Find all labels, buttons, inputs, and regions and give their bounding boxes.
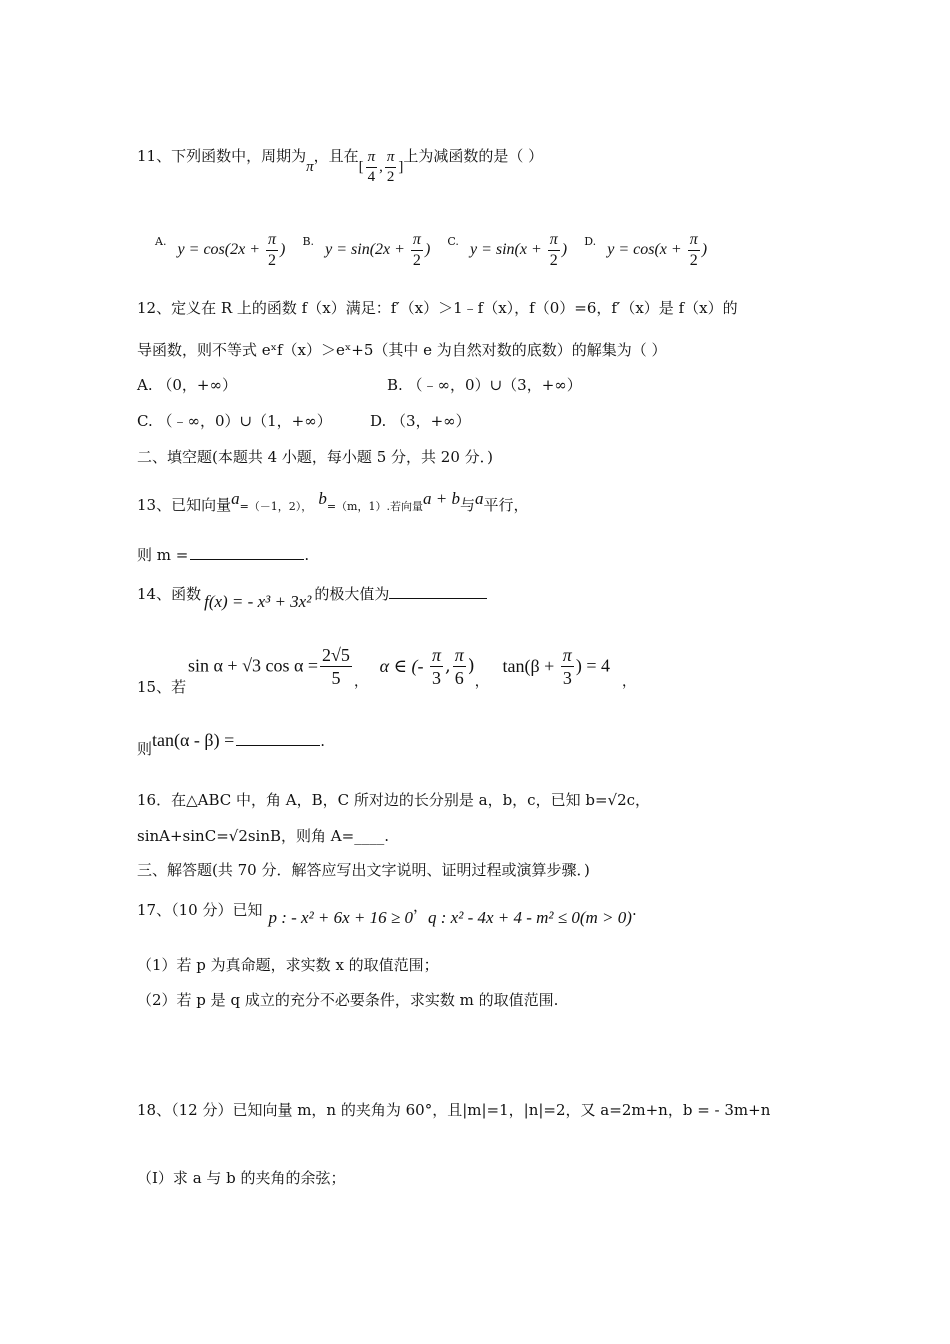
- q11-option-c: y = sin(x + $\frac{\pi}{2}$ ): [469, 231, 568, 269]
- q11-option-a-label: A.: [155, 235, 167, 248]
- q11-option-b-label: B.: [302, 235, 315, 248]
- q18-line2: （Ⅰ）求 a 与 b 的夹角的余弦；: [137, 1169, 346, 1187]
- q11-option-c-label: C.: [447, 235, 459, 248]
- q15-question: 则tan(α - β) = .: [137, 730, 326, 758]
- q17-sub1: （1）若 p 为真命题，求实数 x 的取值范围；: [137, 956, 439, 974]
- q12-option-d: D. （3，+∞）: [370, 412, 471, 430]
- q11-option-b: y = sin(2x + $\frac{\pi}{2}$ ): [325, 231, 431, 269]
- q15-label: 15、若: [137, 678, 187, 696]
- q12-line1: 12、定义在 R 上的函数 f（x）满足：f′（x）＞1﹣f（x），f（0）=6，f′（x）是 f（x）的: [137, 299, 738, 317]
- q17-sub2: （2）若 p 是 q 成立的充分不必要条件，求实数 m 的取值范围.: [137, 991, 559, 1009]
- q17-condition: 17、（10 分）已知 p : - x² + 6x + 16 ≥ 0，q : x² - 4x + 4 - m² ≤ 0(m > 0).: [137, 897, 637, 927]
- q14: 14、函数 f(x) = - x³ + 3x² 的极大值为: [137, 584, 487, 604]
- q11-stem-text: 11、下列函数中，周期为: [137, 146, 307, 165]
- q11-mid: ，且在: [313, 146, 359, 165]
- q14-answer-blank[interactable]: [389, 584, 487, 599]
- section-3-heading: 三、解答题(共 70 分．解答应写出文字说明、证明过程或演算步骤．): [137, 861, 590, 879]
- q11-pi: π: [306, 158, 314, 175]
- section-2-heading: 二、填空题(本题共 4 小题，每小题 5 分，共 20 分．): [137, 448, 493, 466]
- q12-option-a: A. （0，+∞）: [137, 376, 237, 394]
- q11-stem: [137, 140, 544, 185]
- q13-line2: 则 m = .: [137, 546, 310, 564]
- q12-option-c: C. （﹣∞，0）∪（1，+∞）: [137, 412, 332, 430]
- q11-tail: 上为减函数的是（ ）: [403, 146, 544, 165]
- q11-options: [155, 232, 707, 269]
- q13-answer-blank[interactable]: [190, 545, 304, 560]
- q12-line2: 导函数，则不等式 eˣf（x）＞eˣ+5（其中 e 为自然对数的底数）的解集为（ ）: [137, 341, 667, 359]
- q12-option-b: B. （﹣∞，0）∪（3，+∞）: [387, 376, 582, 394]
- q11-interval: [ $\frac{\pi}{4}$ , $\frac{\pi}{2}$ ]: [358, 149, 404, 185]
- q11-option-d-label: D.: [584, 235, 597, 248]
- q11-option-a: y = cos(2x + $\frac{\pi}{2}$ ): [177, 231, 286, 269]
- q18-line1: 18、（12 分）已知向量 m，n 的夹角为 60°，且|m|=1，|n|=2，又 a=2m+n，b = - 3m+n: [137, 1101, 771, 1119]
- q15-answer-blank[interactable]: [236, 731, 320, 746]
- q13-line1: 13、已知向量a=（－1，2）， b=（m，1）.若向量a + b与a平行，: [137, 489, 529, 514]
- q11-option-d: y = cos(x + $\frac{\pi}{2}$ ): [607, 231, 708, 269]
- q16-line1: 16．在△ABC 中，角 A，B，C 所对边的长分别是 a，b，c，已知 b=√2c，: [137, 791, 651, 809]
- q16-line2: sinA+sinC=√2sinB，则角 A=____.: [137, 827, 389, 845]
- q15-formula: sin α + √3 cos α = $\frac{2√5}{5}$ $_,$ α ∈ (- $\frac{\pi}{3}$ , $\frac{\pi}{6}$ )$_,$ tan(β + $\frac{\pi}{3}$ ) = $4_,$: [188, 645, 636, 690]
